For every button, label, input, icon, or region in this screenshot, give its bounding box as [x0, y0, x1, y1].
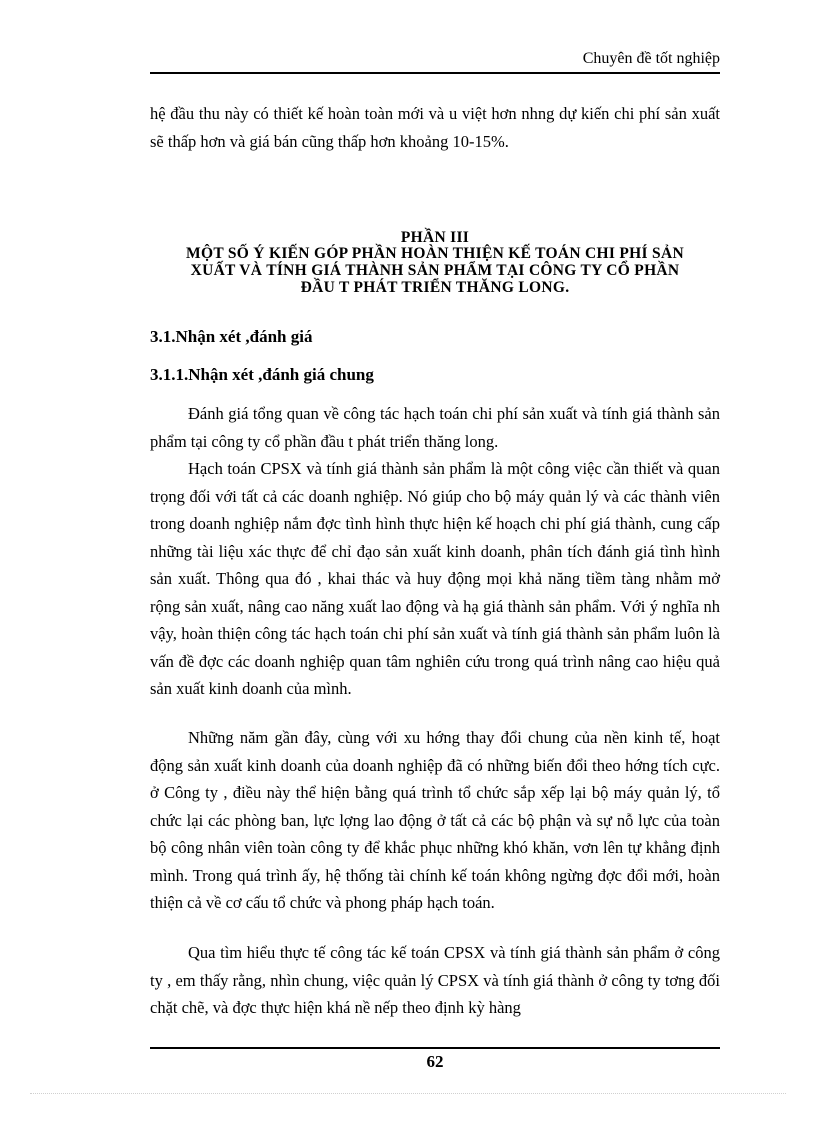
footer-rule [150, 1047, 720, 1049]
header-rule [150, 72, 720, 74]
part-title-line-3: ĐẦU T PHÁT TRIỂN THĂNG LONG. [300, 279, 570, 296]
intro-paragraph: hệ đầu thu này có thiết kế hoàn toàn mới và u việt hơn nhng dự kiến chi phí sản xuất sẽ thấp hơn và giá bán cũng thấp hơn khoảng 10-15%. [150, 104, 720, 151]
paragraph-overview: Đánh giá tổng quan về công tác hạch toán chi phí sản xuất và tính giá thành sản phẩm tại công ty cổ phần đầu t phát triển thăng long. [150, 404, 720, 451]
paragraph-recent-years: Những năm gần đây, cùng với xu hớng thay đổi chung của nền kinh tế, hoạt động sản xuất kinh doanh của doanh nghiệp đã có những biến đổi theo hớng tích cực. ở Công ty , điều này thể hiện bằng quá trình tổ chức sắp xếp lại bộ máy quản lý, tổ chức lại các phòng ban, lực lợng lao động ở tất cả các bộ phận và sự nỗ lực của toàn bộ công nhân viên toàn công ty để khắc phục những khó khăn, vơn lên tự khẳng định mình. Trong quá trình ấy, hệ thống tài chính kế toán không ngừng đợc đổi mới, hoàn thiện cả về cơ cấu tổ chức và phong pháp hạch toán. [150, 728, 720, 912]
running-header: Chuyên đề tốt nghiệp [582, 50, 720, 67]
part-label: PHẦN III [400, 229, 470, 246]
part-title-line-2: XUẤT VÀ TÍNH GIÁ THÀNH SẢN PHẨM TẠI CÔNG TY CỔ PHẦN [190, 262, 680, 279]
page-number: 62 [426, 1052, 444, 1071]
subsection-heading: 3.1.1.Nhận xét ,đánh giá chung [150, 365, 374, 384]
paragraph-findings: Qua tìm hiểu thực tế công tác kế toán CPSX và tính giá thành sản phẩm ở công ty , em thấy rằng, nhìn chung, việc quản lý CPSX và tính giá thành ở công ty tơng đối chặt chẽ, và đợc thực hiện khá nề nếp theo định kỳ hàng [150, 943, 720, 1017]
section-heading: 3.1.Nhận xét ,đánh giá [150, 327, 313, 346]
paragraph-importance: Hạch toán CPSX và tính giá thành sản phẩm là một công việc cần thiết và quan trọng đối với tất cả các doanh nghiệp. Nó giúp cho bộ máy quản lý và các thành viên trong doanh nghiệp nắm đợc tình hình thực hiện kế hoạch chi phí giá thành, cung cấp những tài liệu xác thực để chỉ đạo sản xuất kinh doanh, phân tích đánh giá tình hình sản xuất. Thông qua đó , khai thác và huy động mọi khả năng tiềm tàng nhằm mở rộng sản xuất, nâng cao năng xuất lao động và hạ giá thành sản phẩm. Với ý nghĩa nh vậy, hoàn thiện công tác hạch toán chi phí sản xuất và tính giá thành sản phẩm luôn là vấn đề đợc các doanh nghiệp quan tâm nghiên cứu trong quá trình nâng cao hiệu quả sản xuất kinh doanh của mình. [150, 459, 720, 698]
page-edge-dotted-line [30, 1093, 786, 1094]
part-title-line-1: MỘT SỐ Ý KIẾN GÓP PHẦN HOÀN THIỆN KẾ TOÁN CHI PHÍ SẢN [186, 245, 684, 262]
